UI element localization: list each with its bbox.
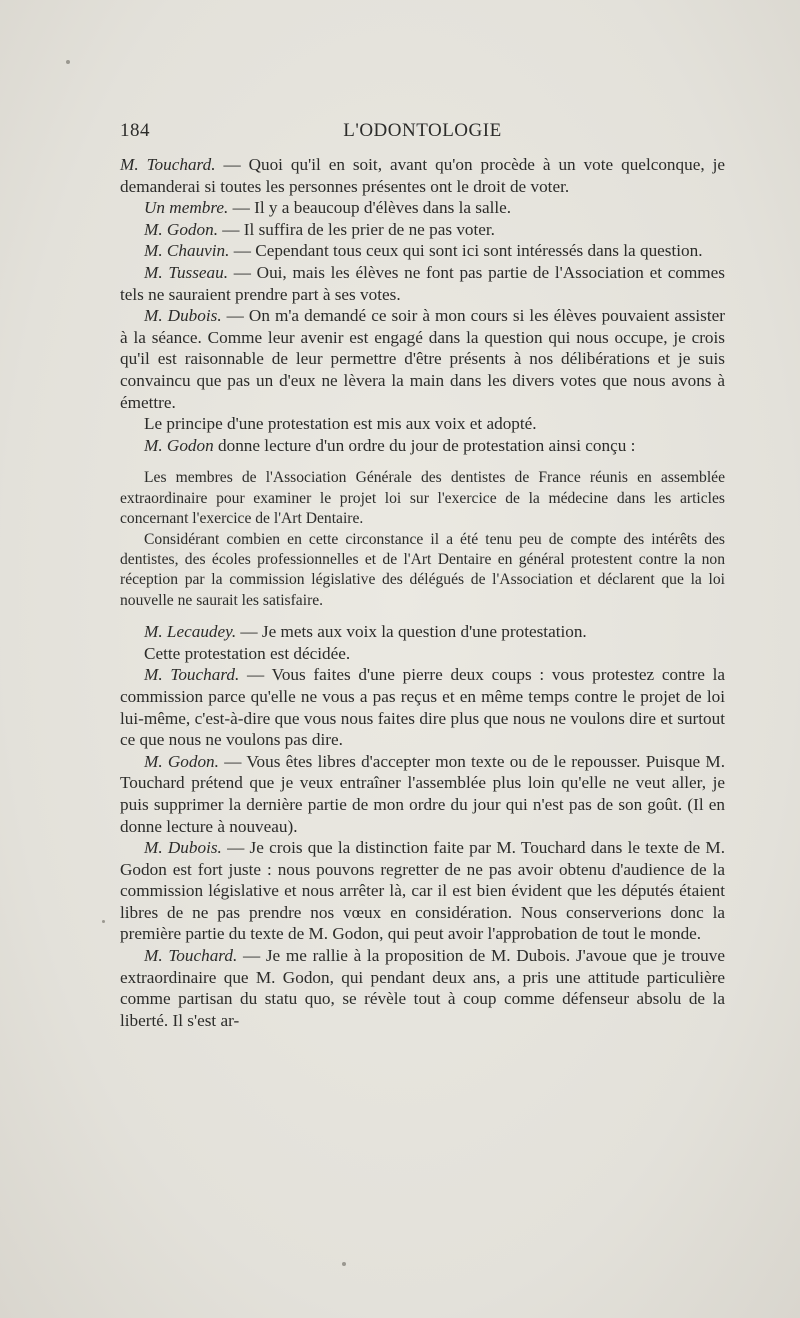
paper-speck	[342, 1262, 346, 1266]
speech: — Oui, mais les élèves ne font pas partie de l'Association et commes tels ne sauraient prendre part à ses votes.	[120, 262, 725, 304]
speaker: M. Godon.	[144, 219, 218, 239]
quote-paragraph: Les membres de l'Association Générale des dentistes de France réunis en assemblée extraordinaire pour examiner le projet loi sur l'exercice de la médecine dans les articles concernant l'exercice de l'Art Dentaire.	[120, 469, 725, 528]
speech: — Vous faites d'une pierre deux coups : vous protestez contre la commission parce qu'elle ne vous a pas reçus et en même temps contre le projet de loi lui-même, c'est-à-dire que vous nous faites dire plus que nous ne voulons dire et surtout ce que nous ne voulons pas dire.	[120, 665, 725, 750]
speaker: M. Tusseau.	[144, 262, 229, 282]
speaker: Un membre.	[144, 198, 229, 218]
speech: — On m'a demandé ce soir à mon cours si les élèves pouvaient assister à la séance. Comme leur avenir est engagé dans la question qui nous occupe, je crois qu'il est raisonnable de leur permettre d'être présents à nos délibérations et je suis convaincu que pas un d'eux ne lèvera la main dans les divers votes que nous avons à émettre.	[120, 306, 725, 412]
paragraph	[120, 945, 725, 1031]
speaker: M. Godon.	[144, 751, 219, 771]
page-number: 184	[120, 120, 150, 141]
paragraph	[120, 240, 725, 262]
paragraph	[120, 305, 725, 413]
speaker: M. Dubois.	[144, 838, 222, 858]
paragraph	[120, 219, 725, 241]
paragraph	[120, 154, 725, 197]
speech: — Je me rallie à la proposition de M. Dubois. J'avoue que je trouve extraordinaire que M. Godon, qui pendant deux ans, a pris une attitude particulière comme partisan du statu quo, se révèle tout à coup comme défenseur absolu de la liberté. Il s'est ar-	[120, 946, 725, 1030]
speaker: M. Touchard.	[144, 946, 238, 966]
speaker: M. Godon	[144, 435, 214, 455]
speaker: M. Touchard.	[120, 155, 216, 174]
paragraph	[120, 643, 725, 665]
speech: — Quoi qu'il en soit, avant qu'on procède à un vote quelconque, je demanderai si toutes les personnes présentes ont le droit de voter.	[120, 155, 725, 196]
speech: donne lecture d'un ordre du jour de protestation ainsi conçu :	[213, 435, 636, 455]
speech: Cette protestation est décidée.	[144, 643, 351, 663]
paragraph	[120, 751, 725, 837]
speech: — Vous êtes libres d'accepter mon texte ou de le repousser. Puisque M. Touchard prétend que je veux entraîner l'assemblée plus loin qu'elle ne veut aller, je puis supprimer la dernière partie de mon ordre du jour qui n'est pas de son goût. (Il en donne lecture à nouveau).	[120, 751, 725, 836]
paragraph	[120, 262, 725, 305]
speaker: M. Lecaudey.	[144, 622, 237, 642]
speaker: M. Chauvin.	[144, 241, 230, 261]
paragraph	[120, 621, 725, 643]
speech: — Il suffira de les prier de ne pas voter.	[218, 219, 495, 239]
paragraph	[120, 664, 725, 750]
paragraph	[120, 837, 725, 945]
resolution-quote	[120, 468, 725, 611]
paragraph	[120, 413, 725, 435]
speech: — Il y a beaucoup d'élèves dans la salle.	[228, 198, 512, 218]
quote-paragraph: Considérant combien en cette circonstance il a été tenu peu de compte des intérêts des dentistes, des écoles professionnelles et de l'Art Dentaire en général protestent contre la non réception par la commission législative des délégués de l'Association et déclarent que la loi nouvelle ne saurait les satisfaire.	[120, 530, 725, 609]
speech: — Je mets aux voix la question d'une protestation.	[236, 622, 587, 642]
paragraph	[120, 197, 725, 219]
running-title: L'ODONTOLOGIE	[343, 120, 502, 141]
speech: — Cependant tous ceux qui sont ici sont intéressés dans la question.	[229, 241, 703, 261]
speaker: M. Dubois.	[144, 306, 222, 326]
page-header	[120, 120, 725, 146]
speaker: M. Touchard.	[144, 665, 240, 685]
speech: Le principe d'une protestation est mis aux voix et adopté.	[144, 414, 537, 434]
paragraph	[120, 435, 725, 457]
paper-speck	[102, 920, 105, 923]
page-body	[120, 154, 725, 1031]
speech: — Je crois que la distinction faite par M. Touchard dans le texte de M. Godon est fort juste : nous pouvons regretter de ne pas avoir obtenu d'audience de la commission législative et nous arrêter là, car il est bien évident que les députés étaient libres de ne pas prendre nos vœux en considération. Nous conserverions donc la première partie du texte de M. Godon, qui peut avoir l'approbation de tout le monde.	[120, 838, 725, 944]
paper-speck	[66, 60, 70, 64]
